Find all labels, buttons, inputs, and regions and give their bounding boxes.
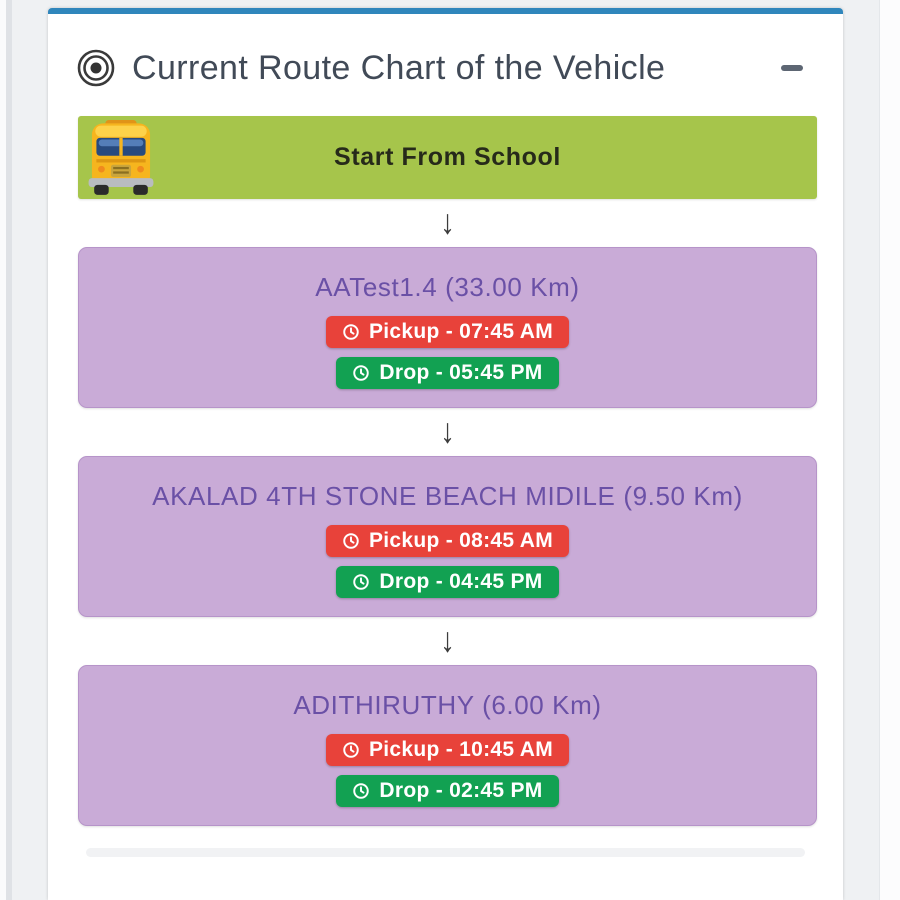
stop-name: ADITHIRUTHY (6.00 Km) bbox=[293, 690, 602, 720]
stop-name: AKALAD 4TH STONE BEACH MIDILE (9.50 Km) bbox=[152, 481, 743, 511]
pickup-row bbox=[89, 734, 806, 766]
pickup-badge bbox=[326, 525, 569, 557]
drop-badge bbox=[336, 775, 558, 807]
route-stop-2 bbox=[78, 456, 817, 617]
clock-icon bbox=[342, 532, 360, 550]
pickup-label: Pickup - 07:45 AM bbox=[368, 320, 554, 343]
drop-label: Drop - 05:45 PM bbox=[379, 361, 543, 384]
clock-icon bbox=[352, 364, 370, 382]
route-stop-3 bbox=[78, 665, 817, 826]
pickup-row bbox=[89, 525, 806, 557]
drop-label: Drop - 02:45 PM bbox=[379, 779, 543, 802]
start-from-school-bar bbox=[78, 116, 817, 199]
arrow-down-icon: ↓ bbox=[440, 412, 455, 451]
route-connector bbox=[78, 617, 817, 665]
bullseye-icon bbox=[76, 48, 116, 88]
drop-row bbox=[89, 775, 806, 807]
clock-icon bbox=[352, 782, 370, 800]
route-connector bbox=[78, 408, 817, 456]
route-connector bbox=[78, 199, 817, 247]
clock-icon bbox=[342, 323, 360, 341]
minus-icon bbox=[781, 65, 803, 71]
clock-icon bbox=[352, 573, 370, 591]
drop-badge bbox=[336, 357, 558, 389]
drop-row bbox=[89, 566, 806, 598]
start-from-school-label: Start From School bbox=[334, 143, 561, 171]
route-stop-1 bbox=[78, 247, 817, 408]
clock-icon bbox=[342, 741, 360, 759]
drop-row bbox=[89, 357, 806, 389]
panel-title: Current Route Chart of the Vehicle bbox=[132, 48, 666, 87]
route-chart-body bbox=[48, 112, 843, 857]
panel-header bbox=[48, 14, 843, 112]
school-bus-icon bbox=[85, 120, 157, 196]
route-chart-panel bbox=[48, 8, 843, 900]
drop-badge bbox=[336, 566, 558, 598]
arrow-down-icon: ↓ bbox=[440, 203, 455, 242]
pickup-label: Pickup - 10:45 AM bbox=[368, 738, 554, 761]
pickup-badge bbox=[326, 734, 569, 766]
arrow-down-icon: ↓ bbox=[440, 621, 455, 660]
pickup-badge bbox=[326, 316, 569, 348]
collapse-button[interactable] bbox=[777, 57, 807, 79]
stop-name: AATest1.4 (33.00 Km) bbox=[315, 272, 580, 302]
section-divider bbox=[86, 848, 805, 857]
pickup-row bbox=[89, 316, 806, 348]
adjacent-panel-edge bbox=[880, 0, 900, 900]
page-left-divider bbox=[6, 0, 12, 900]
pickup-label: Pickup - 08:45 AM bbox=[368, 529, 554, 552]
drop-label: Drop - 04:45 PM bbox=[379, 570, 543, 593]
